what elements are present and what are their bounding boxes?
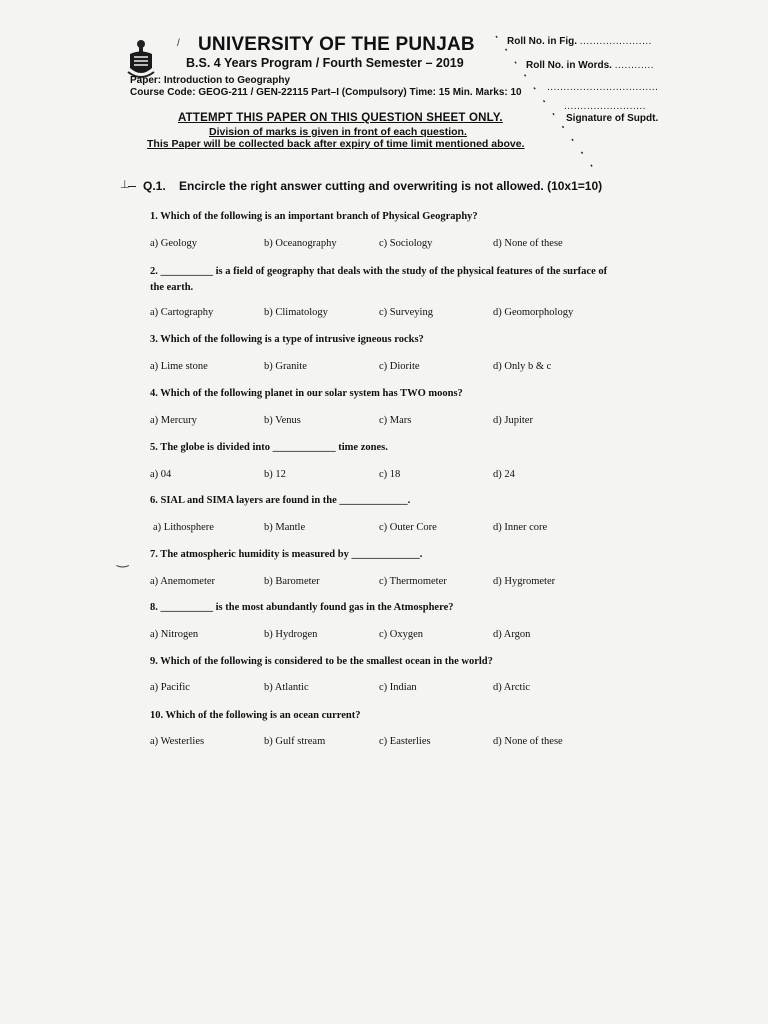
option-b[interactable]: b) Venus [264, 415, 301, 426]
roll-no-fig-label: Roll No. in Fig. [507, 36, 577, 47]
option-b[interactable]: b) Atlantic [264, 682, 309, 693]
question-stem: 1. Which of the following is an important branch of Physical Geography? [150, 211, 478, 222]
option-a[interactable]: a) Lime stone [150, 361, 208, 372]
option-b[interactable]: b) Barometer [264, 576, 320, 587]
course-line: Course Code: GEOG-211 / GEN-22115 Part–I (Compulsory) Time: 15 Min. Marks: 10 [130, 87, 522, 98]
roll-no-words-line2[interactable]: .................................. [547, 82, 659, 93]
question-heading [143, 179, 602, 193]
option-d[interactable]: d) 24 [493, 469, 515, 480]
instruction-division: Division of marks is given in front of each question. [209, 126, 467, 138]
option-d[interactable]: d) Arctic [493, 682, 531, 693]
option-d[interactable]: d) Argon [493, 629, 531, 640]
option-c[interactable]: c) Diorite [379, 361, 420, 372]
question-stem: 10. Which of the following is an ocean current? [150, 710, 361, 721]
option-b[interactable]: b) Oceanography [264, 238, 337, 249]
option-c[interactable]: c) Indian [379, 682, 417, 693]
university-title: UNIVERSITY OF THE PUNJAB [198, 34, 475, 55]
paper-title: Paper: Introduction to Geography [130, 75, 291, 86]
option-a[interactable]: a) Geology [150, 238, 197, 249]
diagonal-divider [494, 34, 604, 174]
option-d[interactable]: d) Geomorphology [493, 307, 574, 318]
option-c[interactable]: c) Oxygen [379, 629, 424, 640]
option-a[interactable]: a) Lithosphere [153, 522, 214, 533]
signature-line[interactable]: ......................... [564, 101, 646, 112]
option-a[interactable]: a) Nitrogen [150, 629, 199, 640]
option-c[interactable]: c) Sociology [379, 238, 433, 249]
option-b[interactable]: b) Granite [264, 361, 307, 372]
roll-no-words-label: Roll No. in Words. [526, 60, 612, 71]
option-c[interactable]: c) Easterlies [379, 736, 431, 747]
program-line: B.S. 4 Years Program / Fourth Semester – 2019 [186, 56, 464, 70]
option-b[interactable]: b) 12 [264, 469, 286, 480]
option-a[interactable]: a) Anemometer [150, 576, 216, 587]
question-stem: 6. SIAL and SIMA layers are found in the _____________. [150, 495, 411, 506]
question-stem: 2. __________ is a field of geography that deals with the study of the physical features of the surface of the earth. [150, 266, 608, 293]
question-number: Q.1. [143, 179, 166, 193]
option-b[interactable]: b) Hydrogen [264, 629, 318, 640]
option-a[interactable]: a) Pacific [150, 682, 190, 693]
question-instruction: Encircle the right answer cutting and overwriting is not allowed. (10x1=10) [179, 179, 603, 193]
option-a[interactable]: a) 04 [150, 469, 172, 480]
option-c[interactable]: c) Outer Core [379, 522, 437, 533]
roll-no-words-dots: ............ [614, 60, 655, 71]
question-stem: 7. The atmospheric humidity is measured by _____________. [150, 549, 423, 560]
question-stem: 4. Which of the following planet in our solar system has TWO moons? [150, 388, 463, 399]
question-stem: 3. Which of the following is a type of intrusive igneous rocks? [150, 334, 424, 345]
option-d[interactable]: d) None of these [493, 238, 563, 249]
option-d[interactable]: d) None of these [493, 736, 563, 747]
question-stem: 9. Which of the following is considered to be the smallest ocean in the world? [150, 656, 493, 667]
signature-label: Signature of Supdt. [566, 113, 659, 124]
question-stem: 8. __________ is the most abundantly found gas in the Atmosphere? [150, 602, 454, 613]
option-c[interactable]: c) Mars [379, 415, 412, 426]
option-d[interactable]: d) Only b & c [493, 361, 552, 372]
option-c[interactable]: c) 18 [379, 469, 401, 480]
instruction-attempt: ATTEMPT THIS PAPER ON THIS QUESTION SHEET ONLY. [178, 112, 503, 124]
instruction-collected: This Paper will be collected back after expiry of time limit mentioned above. [147, 138, 525, 150]
option-b[interactable]: b) Gulf stream [264, 736, 326, 747]
pen-mark: ⊥ [120, 179, 130, 191]
option-a[interactable]: a) Westerlies [150, 736, 205, 747]
option-a[interactable]: a) Cartography [150, 307, 214, 318]
pen-mark: ‿ [117, 551, 129, 567]
option-a[interactable]: a) Mercury [150, 415, 197, 426]
question-stem: 5. The globe is divided into ____________ time zones. [150, 442, 388, 453]
option-d[interactable]: d) Inner core [493, 522, 548, 533]
option-b[interactable]: b) Mantle [264, 522, 306, 533]
option-c[interactable]: c) Thermometer [379, 576, 447, 587]
pen-mark [128, 186, 136, 187]
roll-no-fig-dots: ...................... [579, 36, 652, 47]
option-d[interactable]: d) Hygrometer [493, 576, 556, 587]
option-b[interactable]: b) Climatology [264, 307, 328, 318]
pen-mark: / [177, 38, 180, 49]
option-c[interactable]: c) Surveying [379, 307, 433, 318]
option-d[interactable]: d) Jupiter [493, 415, 533, 426]
